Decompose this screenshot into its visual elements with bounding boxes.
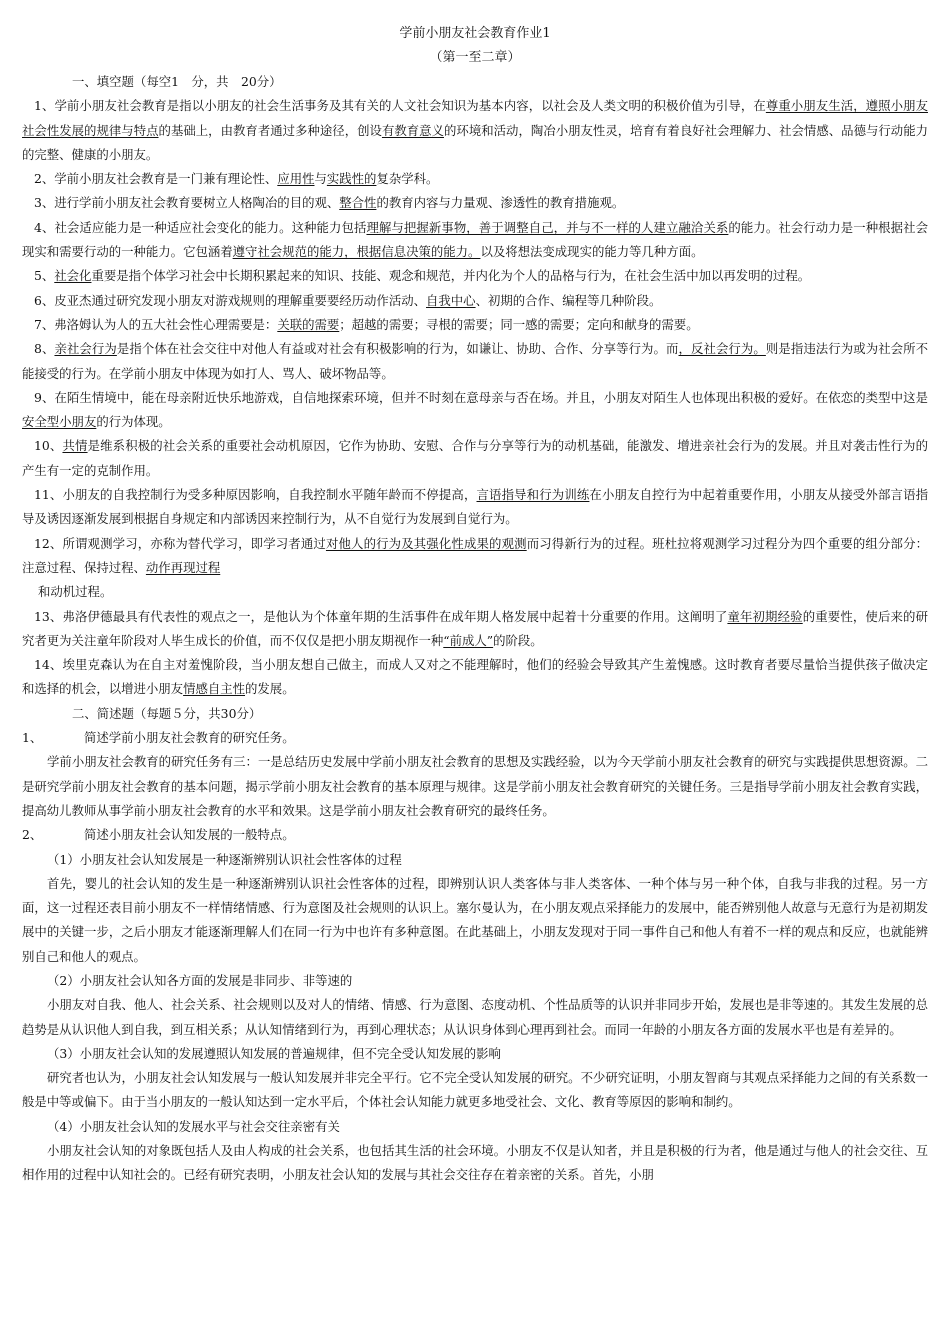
- fill-question-11: 11、小朋友的自我控制行为受多种原因影响，自我控制水平随年龄而不停提高，言语指导和行为训练在小朋友自控行为中起着重要作用，小朋友从接受外部言语指导及诱因逐渐发展到根据自身规定和内部诱因来控制行为，从不自觉行为发展到自觉行为。: [22, 487, 929, 527]
- answer-blank: 应用性: [277, 171, 315, 187]
- answer-blank: 言语指导和行为训练: [476, 487, 590, 503]
- short-question-1-answer: 学前小朋友社会教育的研究任务有三：一是总结历史发展中学前小朋友社会教育的思想及实践经验，以为今天学前小朋友社会教育的研究与实践提供思想资源。二是研究学前小朋友社会教育的基本问题，揭示学前小朋友社会教育的基本原理与规律。这是学前小朋友社会教育研究的关键任务。三是指导学前小朋友社会教育实践，提高幼儿教师从事学前小朋友社会教育的水平和效果。这是学前小朋友社会教育研究的最终任务。: [22, 754, 928, 818]
- point-4-heading: （4）小朋友社会认知的发展水平与社会交往亲密有关: [47, 1118, 340, 1134]
- answer-blank: 对他人的行为及其强化性成果的观测: [325, 535, 527, 551]
- answer-blank: 有教育意义: [381, 122, 444, 138]
- fill-question-5: 5、社会化重要是指个体学习社会中长期积累起来的知识、技能、观念和规范，并内化为个人的品格与行为，在社会生活中加以再发明的过程。: [34, 268, 811, 284]
- answer-blank: 理解与把握新事物，善于调整自己，并与不一样的人建立融洽关系: [366, 219, 729, 235]
- fill-question-3: 3、进行学前小朋友社会教育要树立人格陶冶的目的观、整合性的教育内容与力量观、渗透性的教育措施观。: [34, 195, 625, 211]
- fill-question-13: 13、弗洛伊德最具有代表性的观点之一，是他认为个体童年期的生活事件在成年期人格发展中起着十分重要的作用。这阐明了童年初期经验的重要性，使后来的研究者更为关注童年阶段对人毕生成长的价值，而不仅仅是把小朋友期视作一种“前成人”的阶段。: [22, 608, 928, 648]
- point-4-body: 小朋友社会认知的对象既包括人及由人构成的社会关系，也包括其生活的社会环境。小朋友不仅是认知者，并且是积极的行为者，他是通过与他人的社会交往、互相作用的过程中认知社会的。已经有研究表明，小朋友社会认知的发展与其社会交往存在着亲密的关系。首先，小朋: [22, 1143, 928, 1183]
- answer-blank: 整合性: [339, 195, 377, 211]
- point-3-body: 研究者也认为，小朋友社会认知发展与一般认知发展并非完全平行。它不完全受认知发展的研究。不少研究证明，小朋友智商与其观点采择能力之间的有关系数一般是中等或偏下。由于当小朋友的一般认知达到一定水平后，个体社会认知能力就更多地受社会、文化、教育等原因的影响和制约。: [22, 1070, 928, 1110]
- document-subtitle: （第一至二章）: [429, 50, 521, 65]
- answer-blank: 遵守社会规范的能力，根据信息决策的能力。: [232, 244, 481, 260]
- fill-question-14: 14、埃里克森认为在自主对羞愧阶段，当小朋友想自己做主，而成人又对之不能理解时，他们的经验会导致其产生羞愧感。这时教育者要尽量恰当提供孩子做决定和选择的机会，以增进小朋友情感自主性的发展。: [22, 657, 928, 697]
- fill-question-6: 6、皮亚杰通过研究发现小朋友对游戏规则的理解重要要经历动作活动、自我中心、初期的合作、编程等几种阶段。: [34, 292, 662, 308]
- answer-blank: 关联的需要: [277, 316, 340, 332]
- fill-question-2: 2、学前小朋友社会教育是一门兼有理论性、应用性与实践性的复杂学科。: [34, 171, 439, 187]
- answer-blank: 亲社会行为: [54, 341, 117, 357]
- fill-question-7: 7、弗洛姆认为人的五大社会性心理需要是：关联的需要；超越的需要；寻根的需要；同一感的需要；定向和献身的需要。: [34, 316, 699, 332]
- point-2-body: 小朋友对自我、他人、社会关系、社会规则以及对人的情绪、情感、行为意图、态度动机、个性品质等的认识并非同步开始，发展也是非等速的。其发生发展的总趋势是从认识他人到自我，到互相关系；从认知情绪到行为，再到心理状态；从认识身体到心理再到社会。而同一年龄的小朋友各方面的发展水平也是有差异的。: [22, 997, 928, 1037]
- fill-question-4: 4、社会适应能力是一种适应社会变化的能力。这种能力包括理解与把握新事物，善于调整自己，并与不一样的人建立融洽关系的能力。社会行动力是一种根据社会现实和需要行动的一种能力。它包涵着遵守社会规范的能力，根据信息决策的能力。以及将想法变成现实的能力等几种方面。: [22, 219, 929, 260]
- answer-blank: 安全型小朋友: [22, 414, 97, 430]
- document-title: 学前小朋友社会教育作业1: [399, 26, 551, 41]
- answer-blank: 社会化: [54, 268, 92, 284]
- answer-blank: ，反社会行为。: [678, 341, 766, 357]
- fill-question-10: 10、共情是维系积极的社会关系的重要社会动机原因，它作为协助、安慰、合作与分享等行为的动机基础，能激发、增进亲社会行为的发展。并且对袭击性行为的产生有一定的克制作用。: [22, 438, 928, 478]
- answer-blank: 共情: [62, 438, 88, 454]
- fill-question-8: 8、亲社会行为是指个体在社会交往中对他人有益或对社会有积极影响的行为，如谦让、协助、合作、分享等行为。而，反社会行为。则是指违法行为或为社会所不能接受的行为。在学前小朋友中体现为如打人、骂人、破坏物品等。: [22, 341, 929, 381]
- fill-question-1: 1、学前小朋友社会教育是指以小朋友的社会生活事务及其有关的人文社会知识为基本内容，以社会及人类文明的积极价值为引导，在尊重小朋友生活，遵照小朋友社会性发展的规律与特点的基础上，由教育者通过多种途径，创设有教育意义的环境和活动，陶冶小朋友性灵，培育有着良好社会理解力、社会情感、品德与行动能力的完整、健康的小朋友。: [22, 98, 929, 162]
- section2-heading: 二、简述题（每题５分，共30分）: [72, 705, 262, 721]
- answer-blank: 尊重小朋友生活，遵照小朋友社会性发展的规律与特点: [22, 98, 928, 138]
- fill-question-12: 12、所谓观测学习，亦称为替代学习，即学习者通过对他人的行为及其强化性成果的观测而习得新行为的过程。班杜拉将观测学习过程分为四个重要的组分部分：注意过程、保持过程、动作再现过程: [22, 535, 929, 575]
- fill-question-9: 9、在陌生情境中，能在母亲附近快乐地游戏，自信地探索环境，但并不时刻在意母亲与否在场。并且，小朋友对陌生人也体现出积极的爱好。在依恋的类型中这是安全型小朋友的行为体现。: [22, 389, 928, 430]
- answer-blank: 情感自主性: [183, 681, 246, 697]
- fill-question-12-continued: 和动机过程。: [38, 584, 113, 600]
- short-question-2-title: 2、 简述小朋友社会认知发展的一般特点。: [22, 827, 295, 843]
- point-1-heading: （1）小朋友社会认知发展是一种逐渐辨别认识社会性客体的过程: [47, 851, 402, 867]
- answer-blank: “前成人”: [443, 632, 494, 648]
- answer-blank: 实践性的: [326, 171, 377, 187]
- answer-blank: 童年初期经验: [727, 608, 803, 624]
- point-3-heading: （3）小朋友社会认知的发展遵照认知发展的普遍规律，但不完全受认知发展的影响: [47, 1045, 501, 1061]
- point-2-heading: （2）小朋友社会认知各方面的发展是非同步、非等速的: [47, 972, 353, 988]
- point-1-body: 首先，婴儿的社会认知的发生是一种逐渐辨别认识社会性客体的过程，即辨别认识人类客体与非人类客体、一种个体与另一种个体，自我与非我的过程。另一方面，这一过程还表目前小朋友不一样情绪情感、行为意图及社会规则的认识上。塞尔曼认为，在小朋友观点采择能力的发展中，能否辨别他人故意与无意行为是初期发展中的关键一步，之后小朋友才能逐渐理解人们在同一行为中也许有多种意图。在此基础上，小朋友发现对于同一事件自己和他人有着不一样的观点和反应，也就能辨别自己和他人的观点。: [22, 875, 928, 964]
- answer-blank: 自我中心: [426, 292, 476, 308]
- answer-blank: 动作再现过程: [145, 559, 221, 575]
- short-question-1-title: 1、 简述学前小朋友社会教育的研究任务。: [22, 730, 295, 746]
- section1-heading: 一、填空题（每空1 分，共 20分）: [72, 74, 282, 89]
